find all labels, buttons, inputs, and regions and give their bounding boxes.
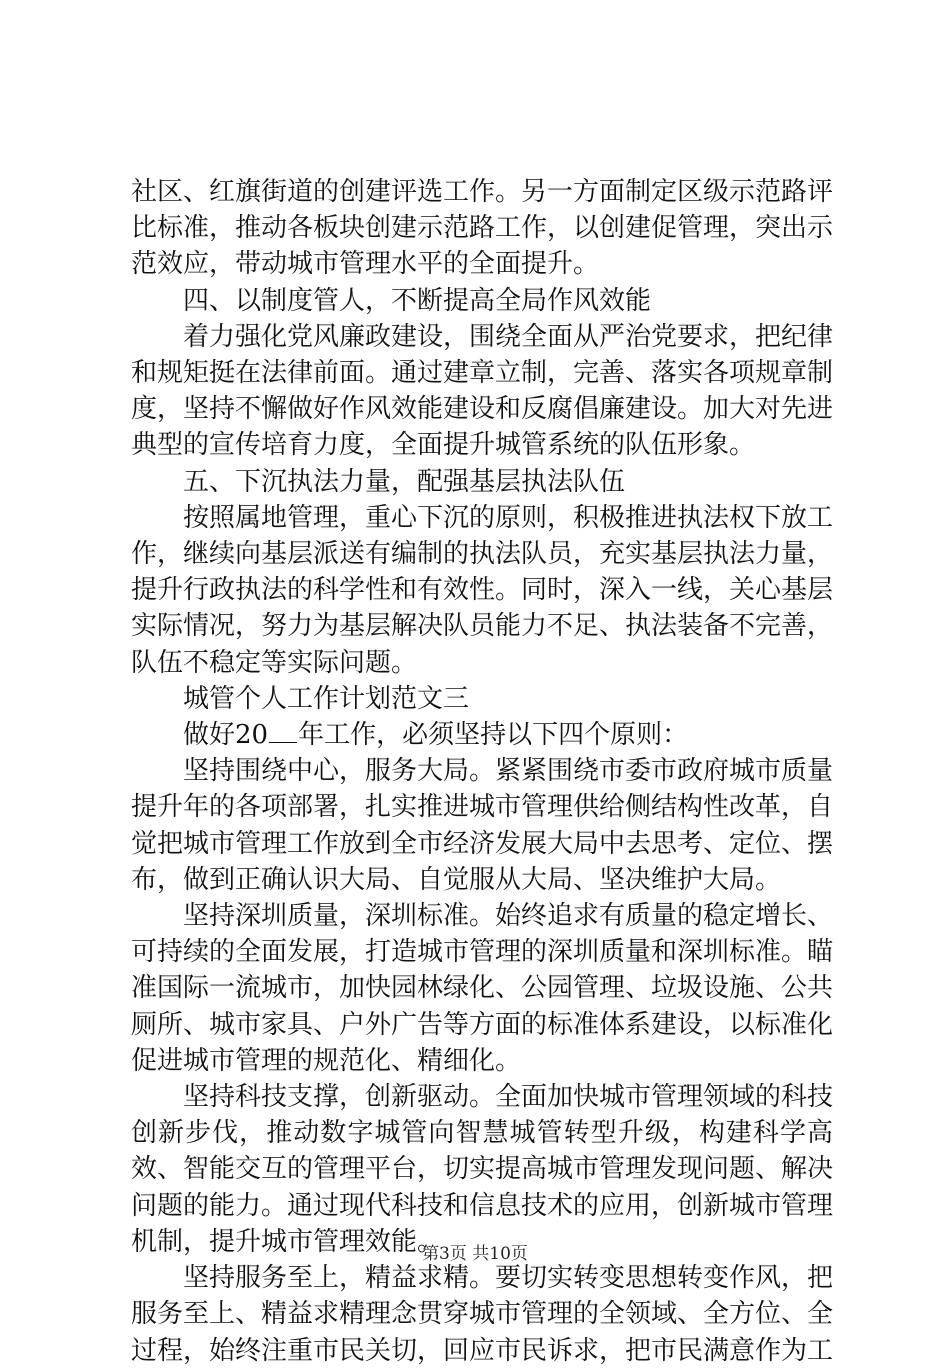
- page-number-footer: 第3页 共10页: [422, 1244, 528, 1264]
- paragraph-enforcement: 按照属地管理，重心下沉的原则，积极推进执法权下放工作，继续向基层派送有编制的执法队员，充实基层执法力量，提升行政执法的科学性和有效性。同时，深入一线，关心基层实际情况，努力为基层解决队员能力不足、执法装备不完善，队伍不稳定等实际问题。: [131, 502, 834, 678]
- principles-intro-start: 做好20: [183, 720, 269, 751]
- year-blank-underline: [269, 720, 297, 743]
- paragraph-principle-service: 坚持服务至上，精益求精。要切实转变思想转变作风，把服务至上、精益求精理念贯穿城市管理的全领域、全方位、全过程，始终注重市民关切，回应市民诉求，把市民满意作为工: [131, 1263, 834, 1366]
- article-title-3: 城管个人工作计划范文三: [183, 683, 470, 714]
- paragraph-discipline: 着力强化党风廉政建设，围绕全面从严治党要求，把纪律和规矩挺在法律前面。通过建章立制，完善、落实各项规章制度，坚持不懈做好作风效能建设和反腐倡廉建设。加大对先进典型的宣传培育力度，全面提升城管系统的队伍形象。: [131, 321, 834, 461]
- section-heading-4: 四、以制度管人，不断提高全局作风效能: [183, 285, 652, 316]
- document-body: [131, 174, 833, 1369]
- paragraph-principle-quality: 坚持深圳质量，深圳标准。始终追求有质量的稳定增长、可持续的全面发展，打造城市管理的深圳质量和深圳标准。瞄准国际一流城市，加快园林绿化、公园管理、垃圾设施、公共厕所、城市家具、户外广告等方面的标准体系建设，以标准化促进城市管理的规范化、精细化。: [131, 901, 834, 1076]
- paragraph-principles-intro: [131, 717, 833, 753]
- paragraph-principle-technology: 坚持科技支撑，创新驱动。全面加快城市管理领域的科技创新步伐，推动数字城管向智慧城管转型升级，构建科学高效、智能交互的管理平台，切实提高城市管理发现问题、解决问题的能力。通过现代科技和信息技术的应用，创新城市管理机制，提升城市管理效能。: [131, 1082, 834, 1257]
- paragraph-continuation: 社区、红旗街道的创建评选工作。另一方面制定区级示范路评比标准，推动各板块创建示范路工作，以创建促管理，突出示范效应，带动城市管理水平的全面提升。: [131, 177, 834, 280]
- section-heading-5: 五、下沉执法力量，配强基层执法队伍: [183, 466, 626, 497]
- principles-intro-end: 年工作，必须坚持以下四个原则：: [298, 720, 689, 751]
- paragraph-principle-center: 坚持围绕中心，服务大局。紧紧围绕市委市政府城市质量提升年的各项部署，扎实推进城市管理供给侧结构性改革，自觉把城市管理工作放到全市经济发展大局中去思考、定位、摆布，做到正确认识大局、自觉服从大局、坚决维护大局。: [131, 756, 834, 895]
